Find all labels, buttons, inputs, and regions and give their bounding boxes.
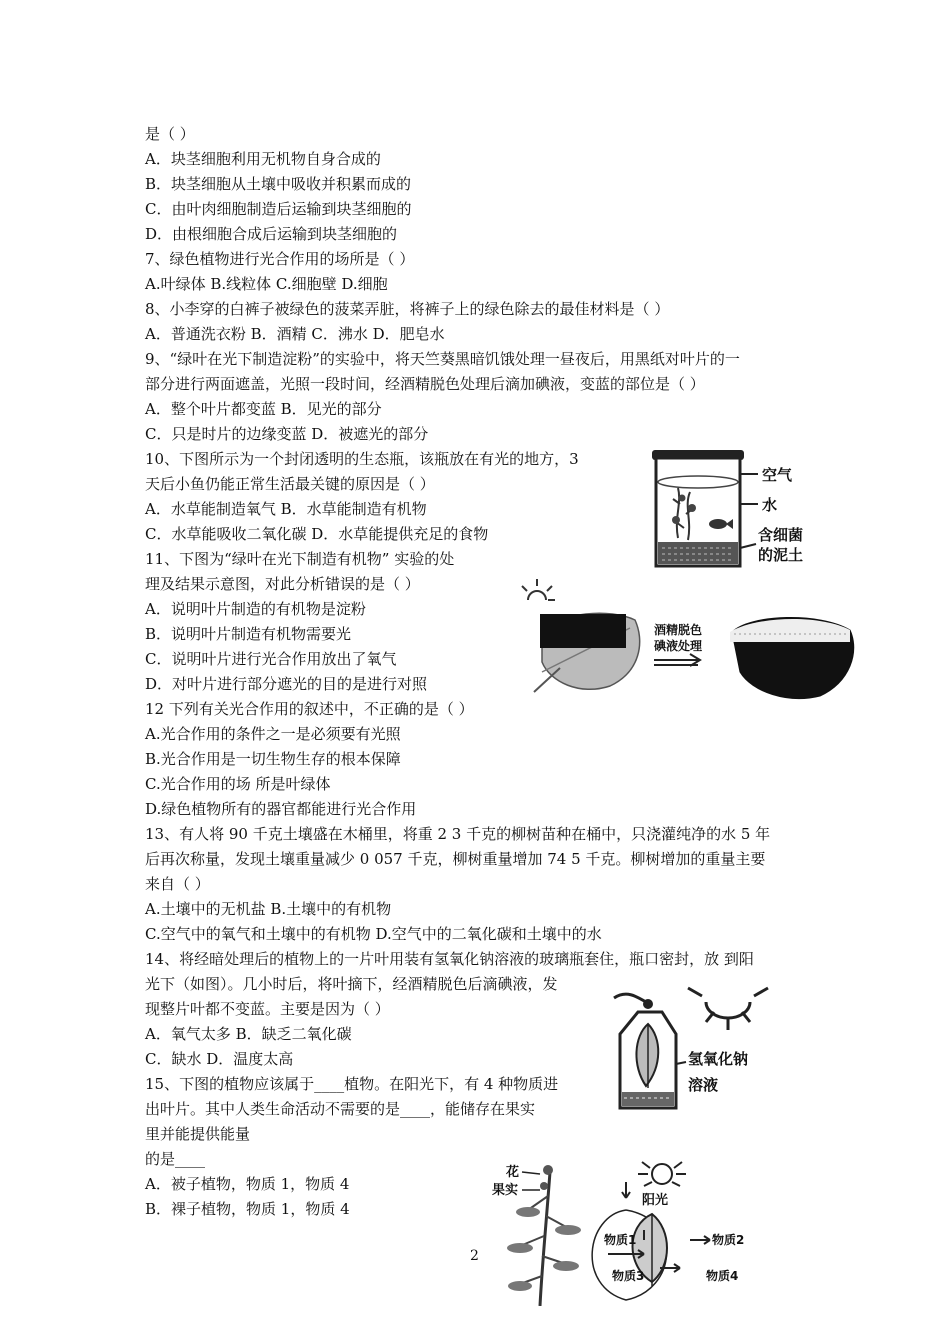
text-line: A．普通洗衣粉 B．酒精 C．沸水 D．肥皂水	[145, 325, 445, 343]
text-line: 出叶片。其中人类生命活动不需要的是____，能储存在果实	[145, 1100, 536, 1118]
text-line: C.光合作用的场 所是叶绿体	[145, 775, 331, 793]
text-line: C．只是时片的边缘变蓝 D．被遮光的部分	[145, 425, 429, 443]
text-line: 后再次称量，发现土壤重量减少 0 057 千克，柳树重量增加 74 5 千克。柳树增加的重量主要	[145, 850, 766, 868]
figure-ecosystem-bottle	[648, 448, 828, 570]
text-line: A．水草能制造氧气 B．水草能制造有机物	[145, 500, 427, 518]
label-substance-2: 物质2	[712, 1233, 745, 1247]
text-line: B.光合作用是一切生物生存的根本保障	[145, 750, 401, 768]
text-line: A．氧气太多 B．缺乏二氧化碳	[145, 1025, 352, 1043]
label-substance-1: 物质1	[604, 1233, 637, 1247]
text-line: B．说明叶片制造有机物需要光	[145, 625, 352, 643]
label-flower: 花	[506, 1165, 520, 1180]
text-line: 现整片叶都不变蓝。主要是因为（ ）	[145, 1000, 390, 1018]
text-line: 9、“绿叶在光下制造淀粉”的实验中，将天竺葵黑暗饥饿处理一昼夜后，用黑纸对叶片的一	[145, 350, 740, 368]
text-line: C．由叶肉细胞制造后运输到块茎细胞的	[145, 200, 412, 218]
text-line: A.土壤中的无机盐 B.土壤中的有机物	[145, 900, 392, 918]
label-mud-2: 的泥土	[758, 546, 804, 564]
text-line: C．说明叶片进行光合作用放出了氧气	[145, 650, 397, 668]
text-line: 14、将经暗处理后的植物上的一片叶用装有氢氧化钠溶液的玻璃瓶套住，瓶口密封，放 到阳	[145, 950, 754, 968]
label-process-2: 碘液处理	[654, 639, 703, 653]
text-line: A.光合作用的条件之一是必须要有光照	[145, 725, 401, 743]
text-line: 来自（ ）	[145, 875, 210, 893]
text-line: A．整个叶片都变蓝 B．见光的部分	[145, 400, 382, 418]
text-line: 13、有人将 90 千克土壤盛在木桶里，将重 2 3 千克的柳树苗种在桶中，只浇灌纯净的水 5 年	[145, 825, 771, 843]
sun-icon	[638, 1162, 686, 1186]
text-line: C．缺水 D．温度太高	[145, 1050, 294, 1068]
text-line: C．水草能吸收二氧化碳 D．水草能提供充足的食物	[145, 525, 489, 543]
sun-icon	[522, 579, 555, 600]
sun-icon	[688, 988, 768, 1030]
label-fruit: 果实	[492, 1183, 519, 1198]
label-substance-4: 物质4	[706, 1269, 739, 1283]
text-line: C.空气中的氧气和土壤中的有机物 D.空气中的二氧化碳和土壤中的水	[145, 925, 602, 943]
text-line: 8、小李穿的白裤子被绿色的菠菜弄脏，将裤子上的绿色除去的最佳材料是（ ）	[145, 300, 670, 318]
text-line: B．裸子植物，物质 1，物质 4	[145, 1200, 350, 1218]
text-line: A．块茎细胞利用无机物自身合成的	[145, 150, 381, 168]
text-line: A．说明叶片制造的有机物是淀粉	[145, 600, 366, 618]
figure-naoh-bottle	[606, 976, 816, 1116]
label-sunlight: 阳光	[642, 1193, 669, 1208]
label-solution-2: 溶液	[688, 1076, 719, 1094]
text-line: D.绿色植物所有的器官都能进行光合作用	[145, 800, 417, 818]
label-mud-1: 含细菌	[758, 526, 804, 544]
figure-leaf-experiment	[520, 572, 865, 704]
figure-plant-substances	[476, 1156, 796, 1306]
label-air: 空气	[762, 466, 793, 484]
text-line: 7、绿色植物进行光合作用的场所是（ ）	[145, 250, 415, 268]
text-line: 是（ ）	[145, 125, 195, 143]
text-line: 天后小鱼仍能正常生活最关键的原因是（ ）	[145, 475, 435, 493]
label-process-1: 酒精脱色	[654, 623, 703, 637]
text-line: 理及结果示意图，对此分析错误的是（ ）	[145, 575, 420, 593]
label-solution-1: 氢氧化钠	[688, 1050, 749, 1068]
text-line: A.叶绿体 B.线粒体 C.细胞壁 D.细胞	[145, 275, 388, 293]
text-line: 光下（如图）。几小时后，将叶摘下，经酒精脱色后滴碘液，发	[145, 975, 558, 993]
text-line: 里并能提供能量	[145, 1125, 251, 1143]
page-number: 2	[470, 1248, 479, 1264]
arrow-icon	[654, 654, 700, 666]
text-line: 的是____	[145, 1150, 206, 1168]
text-line: B．块茎细胞从土壤中吸收并积累而成的	[145, 175, 412, 193]
label-substance-3: 物质3	[612, 1269, 645, 1283]
text-line: 10、下图所示为一个封闭透明的生态瓶，该瓶放在有光的地方，3	[145, 450, 579, 468]
text-line: 12 下列有关光合作用的叙述中，不正确的是（ ）	[145, 700, 474, 718]
text-line: A．被子植物，物质 1，物质 4	[145, 1175, 350, 1193]
text-line: 11、下图为“绿叶在光下制造有机物” 实验的处	[145, 550, 455, 568]
text-line: D．对叶片进行部分遮光的目的是进行对照	[145, 675, 428, 693]
text-line: 部分进行两面遮盖，光照一段时间，经酒精脱色处理后滴加碘液，变蓝的部位是（ ）	[145, 375, 705, 393]
text-line: D．由根细胞合成后运输到块茎细胞的	[145, 225, 398, 243]
label-water: 水	[762, 496, 778, 514]
text-line: 15、下图的植物应该属于____植物。在阳光下，有 4 种物质进	[145, 1075, 559, 1093]
